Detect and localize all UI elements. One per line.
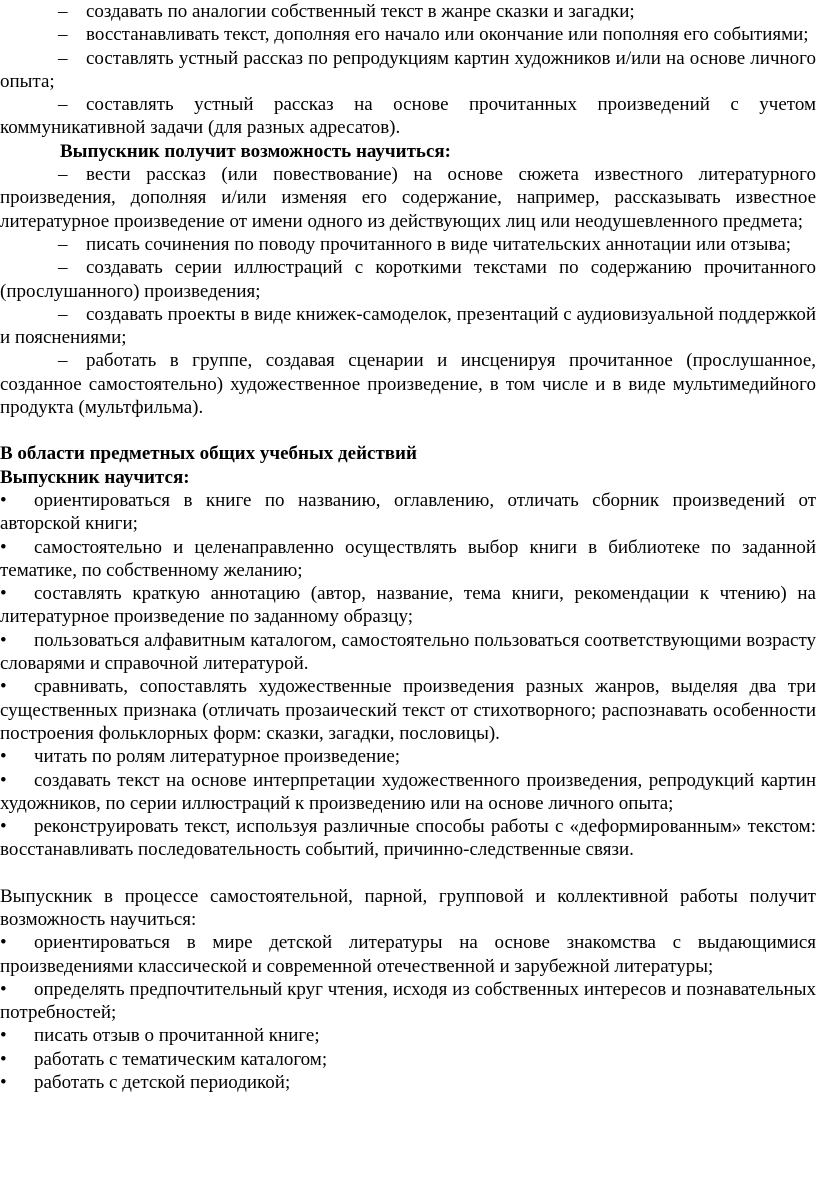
list-item [0, 1024, 816, 1047]
list-item-text: пользоваться алфавитным каталогом, самостоятельно пользоваться соответствующими возрасту словарями и справочной литературой. [0, 629, 816, 675]
list-item [0, 582, 816, 629]
dash-marker: – [58, 164, 68, 186]
list-item [0, 256, 816, 303]
spacer [0, 419, 816, 442]
list-item [0, 489, 816, 536]
list-item [0, 978, 816, 1025]
bullet-marker: • [0, 1048, 7, 1070]
dash-marker: – [58, 350, 68, 372]
dash-marker: – [58, 47, 68, 69]
bullet-marker: • [0, 489, 7, 511]
bullet-list-collaborative [0, 931, 816, 1094]
list-item-text: читать по ролям литературное произведение; [34, 746, 401, 768]
list-item-text: создавать серии иллюстраций с короткими текстами по содержанию прочитанного (прослушанного) произведения; [0, 257, 816, 302]
list-item [0, 47, 816, 94]
dash-list-skills [0, 0, 816, 140]
list-item-text: создавать проекты в виде книжек-самоделок, презентаций с аудиовизуальной поддержкой и пояснениями; [0, 303, 816, 349]
list-item [0, 629, 816, 676]
section-subheading-will-learn: Выпускник научится: [0, 466, 190, 488]
list-item-text: работать с детской периодикой; [34, 1072, 291, 1094]
list-item [0, 0, 816, 23]
list-item-text: ориентироваться в мире детской литературы на основе знакомства с выдающимися произведениями классической и современной отечественной и зарубежной литературы; [0, 932, 816, 977]
dash-marker: – [58, 303, 68, 325]
list-item-text: создавать по аналогии собственный текст в жанре сказки и загадки; [86, 1, 635, 22]
list-item-text: реконструировать текст, используя различные способы работы с «деформированным» текстом: восстанавливать последовательность событий, причинно-следственные связи. [0, 816, 816, 861]
dash-list-opportunity [0, 163, 816, 419]
list-item [0, 675, 816, 745]
list-item-text: составлять устный рассказ по репродукциям картин художников и/или на основе личного опыта; [0, 47, 816, 92]
dash-marker: – [58, 257, 68, 279]
section-intro-collaborative: Выпускник в процессе самостоятельной, парной, групповой и коллективной работы получит возможность научиться: [0, 885, 816, 930]
list-item [0, 931, 816, 978]
list-item-text: самостоятельно и целенаправленно осуществлять выбор книги в библиотеке по заданной тематике, по собственному желанию; [0, 536, 816, 581]
section-heading-subject-actions: В области предметных общих учебных действий [0, 443, 417, 465]
list-item-text: сравнивать, сопоставлять художественные произведения разных жанров, выделяя два три существенных признака (отличать прозаический текст от стихотворного; распознавать особенности построения фольклорных форм: сказки, загадки, пословицы). [0, 676, 816, 744]
section-heading-opportunity: Выпускник получит возможность научиться: [60, 140, 452, 162]
list-item [0, 349, 816, 419]
bullet-marker: • [0, 629, 7, 651]
list-item [0, 1048, 816, 1071]
bullet-marker: • [0, 1025, 7, 1047]
dash-marker: – [58, 24, 68, 46]
bullet-marker: • [0, 769, 7, 791]
list-item [0, 23, 816, 46]
bullet-marker: • [0, 676, 7, 698]
list-item-text: создавать текст на основе интерпретации художественного произведения, репродукций картин художников, по серии иллюстраций к произведению или на основе личного опыта; [0, 769, 816, 814]
list-item [0, 163, 816, 233]
list-item-text: определять предпочтительный круг чтения, исходя из собственных интересов и познавательных потребностей; [0, 978, 816, 1024]
list-item-text: работать с тематическим каталогом; [34, 1048, 328, 1070]
bullet-marker: • [0, 932, 7, 954]
list-item-text: писать отзыв о прочитанной книге; [34, 1025, 320, 1047]
list-item [0, 93, 816, 140]
list-item-text: ориентироваться в книге по названию, оглавлению, отличать сборник произведений от авторской книги; [0, 489, 816, 535]
spacer [0, 862, 816, 885]
list-item-text: составлять краткую аннотацию (автор, название, тема книги, рекомендации к чтению) на литературное произведение по заданному образцу; [0, 583, 816, 628]
bullet-marker: • [0, 583, 7, 605]
list-item-text: восстанавливать текст, дополняя его начало или окончание или пополняя его событиями; [86, 24, 809, 46]
list-item-text: работать в группе, создавая сценарии и инсценируя прочитанное (прослушанное, созданное самостоятельно) художественное произведение, в том числе и в виде мультимедийного продукта (мультфильма). [0, 350, 816, 419]
list-item-text: вести рассказ (или повествование) на основе сюжета известного литературного произведения, дополняя и/или изменяя его содержание, например, рассказывать известное литературное произведение от имени одного из действующих лиц или неодушевленного предмета; [0, 164, 816, 232]
bullet-marker: • [0, 978, 7, 1000]
list-item [0, 769, 816, 816]
list-item-text: писать сочинения по поводу прочитанного в виде читательских аннотации или отзыва; [86, 233, 791, 255]
list-item-text: составлять устный рассказ на основе прочитанных произведений с учетом коммуникативной задачи (для разных адресатов). [0, 94, 816, 139]
bullet-marker: • [0, 746, 7, 768]
dash-marker: – [58, 233, 68, 255]
list-item [0, 536, 816, 583]
dash-marker: – [58, 94, 68, 116]
dash-marker: – [58, 1, 68, 22]
bullet-marker: • [0, 816, 7, 838]
bullet-list-will-learn [0, 489, 816, 862]
list-item [0, 233, 816, 256]
list-item [0, 303, 816, 350]
bullet-marker: • [0, 1072, 7, 1094]
list-item [0, 745, 816, 768]
bullet-marker: • [0, 536, 7, 558]
list-item [0, 815, 816, 862]
list-item [0, 1071, 816, 1094]
